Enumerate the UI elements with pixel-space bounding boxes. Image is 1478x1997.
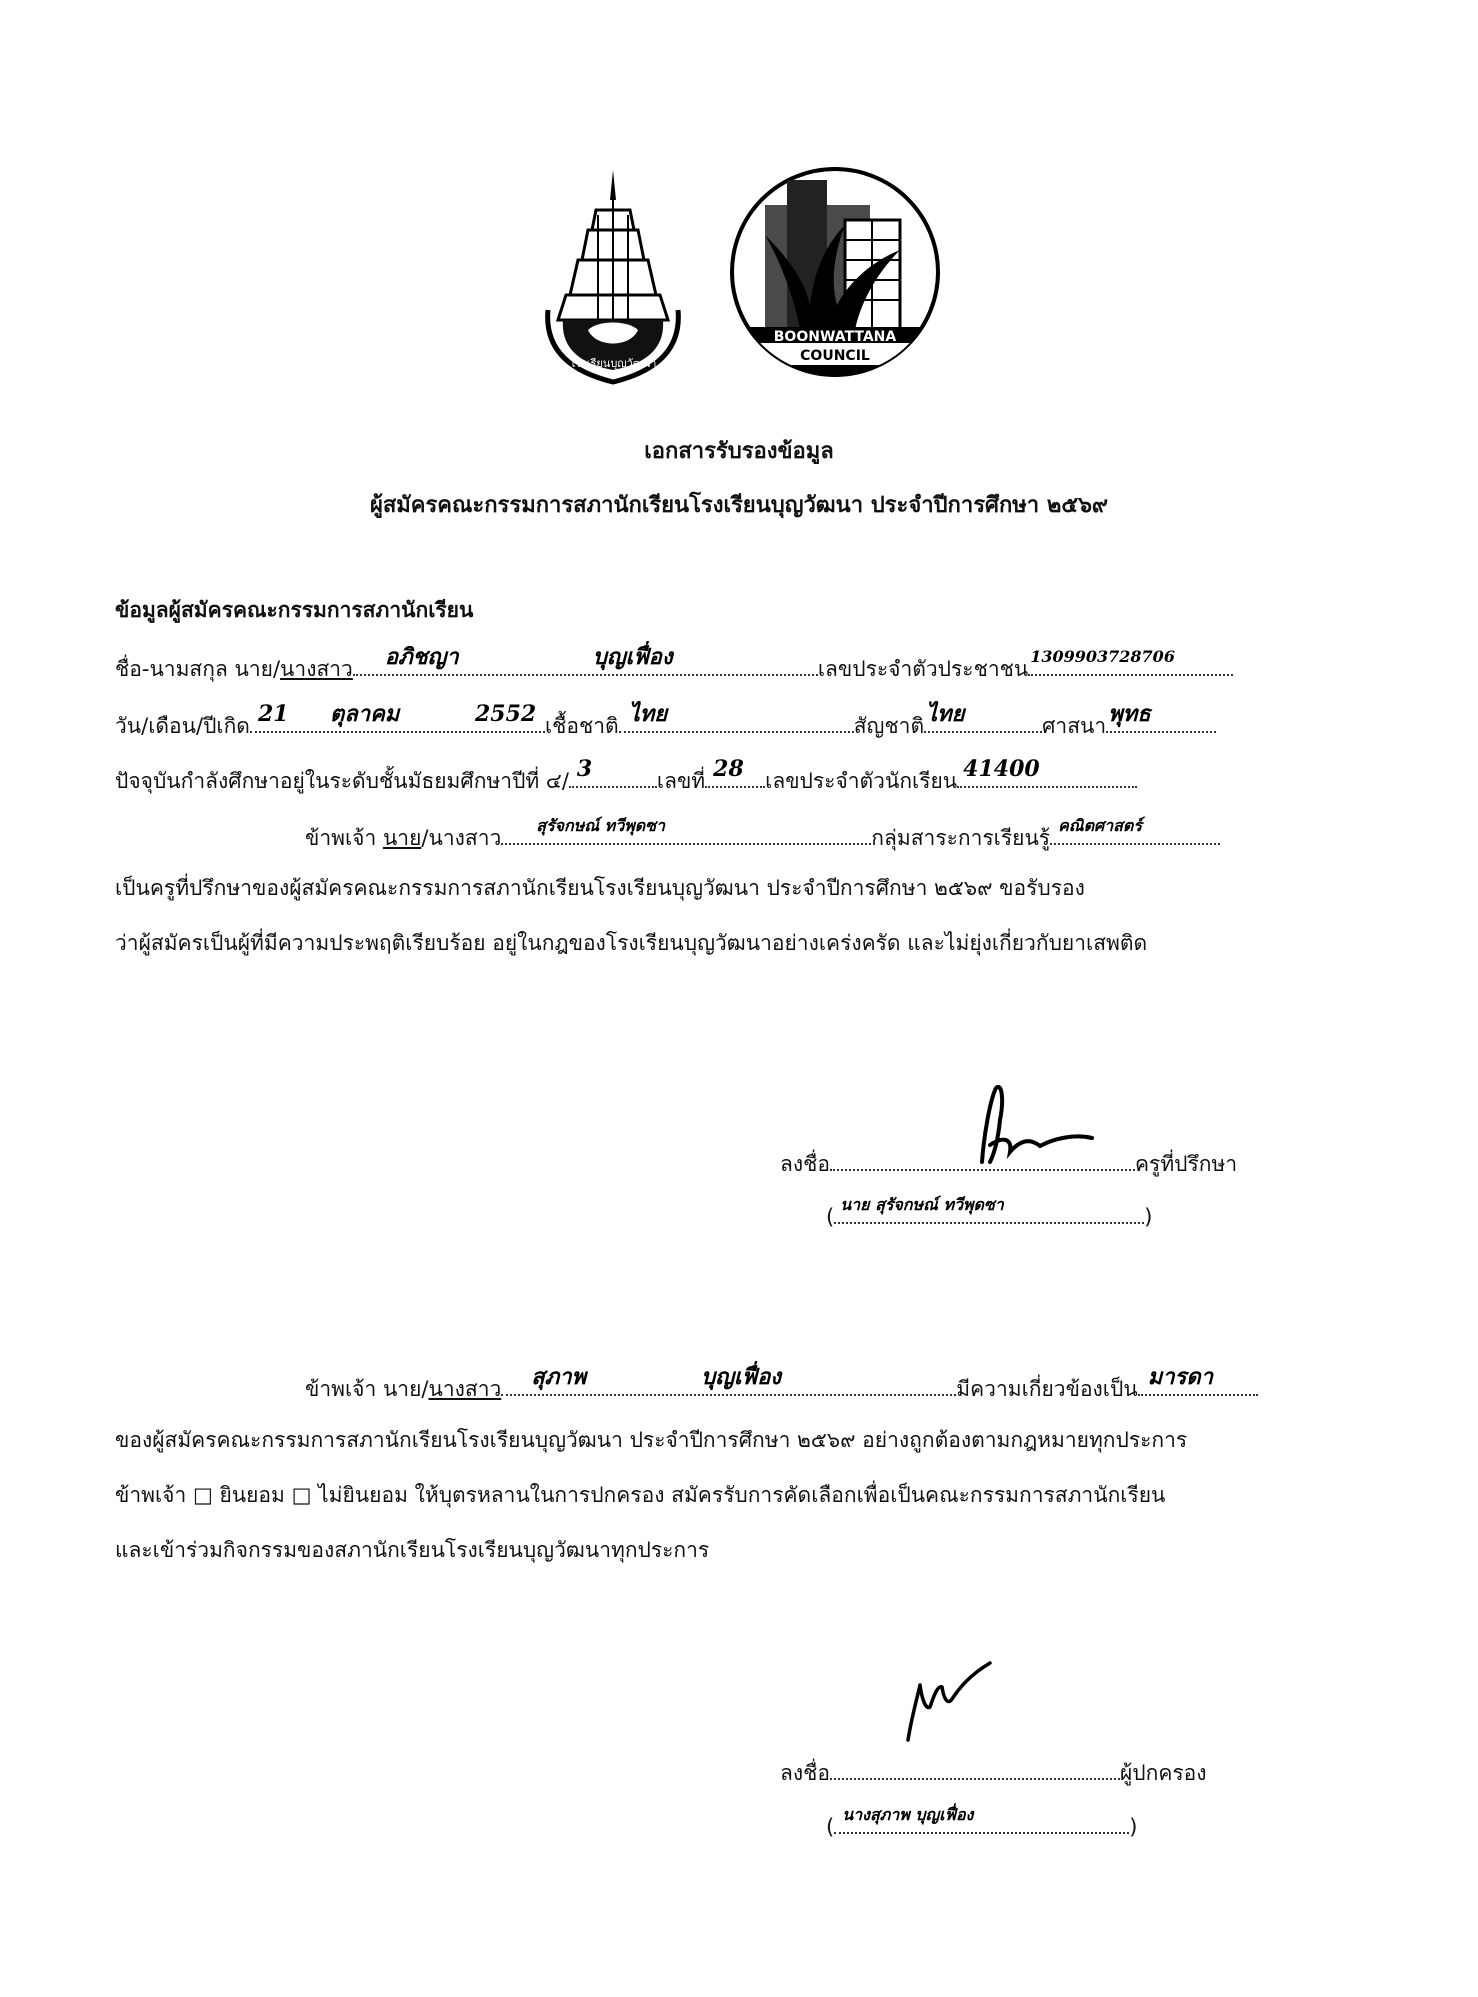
teacher-sign-label: ลงชื่อ <box>780 1152 830 1176</box>
teacher-printed-name-value: นาย สุรัจกษณ์ ทวีพุดซา <box>840 1195 1004 1214</box>
guardian-printed-name-value: นางสุภาพ บุญเฟื่อง <box>842 1805 974 1824</box>
id-number-value: 1309903728706 <box>1030 647 1175 666</box>
id-number-field[interactable] <box>1028 648 1233 676</box>
relation-label: มีความเกี่ยวข้องเป็น <box>956 1377 1138 1401</box>
teacher-sign-row <box>780 1143 1237 1179</box>
dob-month-value: ตุลาคม <box>329 701 400 727</box>
teacher-printed-name-row <box>826 1196 1152 1232</box>
guardian-last-name-value: บุญเฟื่อง <box>701 1364 782 1390</box>
teacher-paragraph-line2: ว่าผู้สมัครเป็นผู้ที่มีความประพฤติเรียบร้อย อยู่ในกฎของโรงเรียนบุญวัฒนาอย่างเคร่งครัด และไม่ยุ่งเกี่ยวกับยาเสพติด <box>115 931 1148 955</box>
dob-field[interactable] <box>250 701 545 733</box>
first-name-value: อภิชญา <box>384 644 459 670</box>
decline-checkbox[interactable]: □ <box>291 1483 312 1507</box>
teacher-name-value: สุรัจกษณ์ ทวีพุดซา <box>536 816 665 835</box>
teacher-title-selected: นาย <box>382 826 422 850</box>
guardian-signature <box>890 1655 1000 1745</box>
teacher-paragraph-line1: เป็นครูที่ปรึกษาของผู้สมัครคณะกรรมการสภานักเรียนโรงเรียนบุญวัฒนา ประจำปีการศึกษา ๒๕๖๙ ขอรับรอง <box>115 876 1085 900</box>
guardian-paragraph-line1: ของผู้สมัครคณะกรรมการสภานักเรียนโรงเรียนบุญวัฒนา ประจำปีการศึกษา ๒๕๖๙ อย่างถูกต้องตามกฎหมายทุกประการ <box>115 1428 1188 1452</box>
document-title: เอกสารรับรองข้อมูล <box>644 439 834 464</box>
guardian-printed-name-row <box>826 1806 1137 1842</box>
guardian-sign-label: ลงชื่อ <box>780 1761 830 1785</box>
paren-open: ( <box>826 1815 835 1839</box>
number-value: 28 <box>713 756 744 782</box>
consent-suffix: ให้บุตรหลานในการปกครอง สมัครรับการคัดเลือกเพื่อเป็นคณะกรรมการสภานักเรียน <box>414 1483 1166 1507</box>
guardian-sign-role: ผู้ปกครอง <box>1120 1761 1207 1785</box>
guardian-name-field[interactable] <box>501 1364 956 1396</box>
classroom-value: 3 <box>576 756 593 782</box>
consent-prefix: ข้าพเจ้า <box>115 1483 193 1507</box>
school-seal-text: โรงเรียนบุญวัฒนา <box>569 357 657 370</box>
guardian-name-row <box>305 1364 1258 1404</box>
teacher-sign-field[interactable] <box>830 1143 1135 1171</box>
guardian-printed-name-field[interactable] <box>834 1806 1129 1834</box>
dept-value: คณิตศาสตร์ <box>1058 816 1142 835</box>
nationality-label: สัญชาติ <box>853 714 925 738</box>
guardian-consent-row <box>115 1480 1165 1510</box>
consent-label: ยินยอม <box>212 1483 292 1507</box>
applicant-grade-row <box>115 756 1137 796</box>
name-label: ชื่อ-นามสกุล นาย/ <box>115 657 281 681</box>
school-seal-logo <box>538 170 688 385</box>
paren-close: ) <box>1144 1205 1153 1229</box>
decline-label: ไม่ยินยอม <box>311 1483 415 1507</box>
student-id-label: เลขประจำตัวนักเรียน <box>765 769 958 793</box>
dob-day-value: 21 <box>257 701 289 727</box>
number-field[interactable] <box>705 756 765 788</box>
paren-open: ( <box>826 1205 835 1229</box>
guardian-sign-field[interactable] <box>830 1752 1120 1780</box>
applicant-birth-row <box>115 701 1216 741</box>
religion-field[interactable] <box>1106 701 1216 733</box>
dept-field[interactable] <box>1050 817 1220 845</box>
name-field[interactable] <box>353 644 818 676</box>
consent-checkbox[interactable]: □ <box>192 1483 213 1507</box>
student-id-value: 41400 <box>963 756 1040 782</box>
religion-value: พุทธ <box>1108 701 1151 727</box>
document-subtitle: ผู้สมัครคณะกรรมการสภานักเรียนโรงเรียนบุญวัฒนา ประจำปีการศึกษา ๒๕๖๙ <box>369 493 1109 518</box>
race-field[interactable] <box>619 701 854 733</box>
classroom-field[interactable] <box>569 756 657 788</box>
applicant-name-row <box>115 644 1233 684</box>
boonwattana-council-logo <box>725 165 945 380</box>
guardian-first-name-value: สุภาพ <box>531 1364 587 1390</box>
relation-value: มารดา <box>1147 1364 1213 1390</box>
id-label: เลขประจำตัวประชาชน <box>817 657 1029 681</box>
race-value: ไทย <box>628 701 668 727</box>
number-label: เลขที่ <box>656 769 706 793</box>
teacher-sign-role: ครูที่ปรึกษา <box>1135 1152 1238 1176</box>
teacher-name-field[interactable] <box>501 817 871 845</box>
council-logo-line2: COUNCIL <box>800 348 870 364</box>
race-label: เชื้อชาติ <box>544 714 619 738</box>
paren-close: ) <box>1129 1815 1138 1839</box>
applicant-section-heading: ข้อมูลผู้สมัครคณะกรรมการสภานักเรียน <box>115 598 474 622</box>
teacher-printed-name-field[interactable] <box>834 1196 1144 1224</box>
teacher-title-rest: /นางสาว <box>421 826 502 850</box>
religion-label: ศาสนา <box>1042 714 1107 738</box>
council-logo-line1: BOONWATTANA <box>773 329 897 345</box>
guardian-title-selected: นางสาว <box>428 1377 502 1401</box>
student-id-field[interactable] <box>957 756 1137 788</box>
dept-label: กลุ่มสาระการเรียนรู้ <box>871 826 1051 850</box>
guardian-prefix: ข้าพเจ้า นาย/ <box>305 1377 429 1401</box>
last-name-value: บุญเฟื่อง <box>592 644 673 670</box>
teacher-prefix: ข้าพเจ้า <box>305 826 383 850</box>
nationality-value: ไทย <box>926 701 965 727</box>
nationality-field[interactable] <box>924 701 1042 733</box>
guardian-sign-row <box>780 1752 1207 1788</box>
dob-label: วัน/เดือน/ปีเกิด <box>115 714 250 738</box>
teacher-name-row <box>305 817 1220 853</box>
guardian-paragraph-line3: และเข้าร่วมกิจกรรมของสภานักเรียนโรงเรียนบุญวัฒนาทุกประการ <box>115 1538 710 1562</box>
grade-label: ปัจจุบันกำลังศึกษาอยู่ในระดับชั้นมัธยมศึกษาปีที่ ๔/ <box>115 769 569 793</box>
name-title-selected: นางสาว <box>280 657 353 681</box>
dob-year-value: 2552 <box>474 701 537 727</box>
relation-field[interactable] <box>1138 1364 1258 1396</box>
